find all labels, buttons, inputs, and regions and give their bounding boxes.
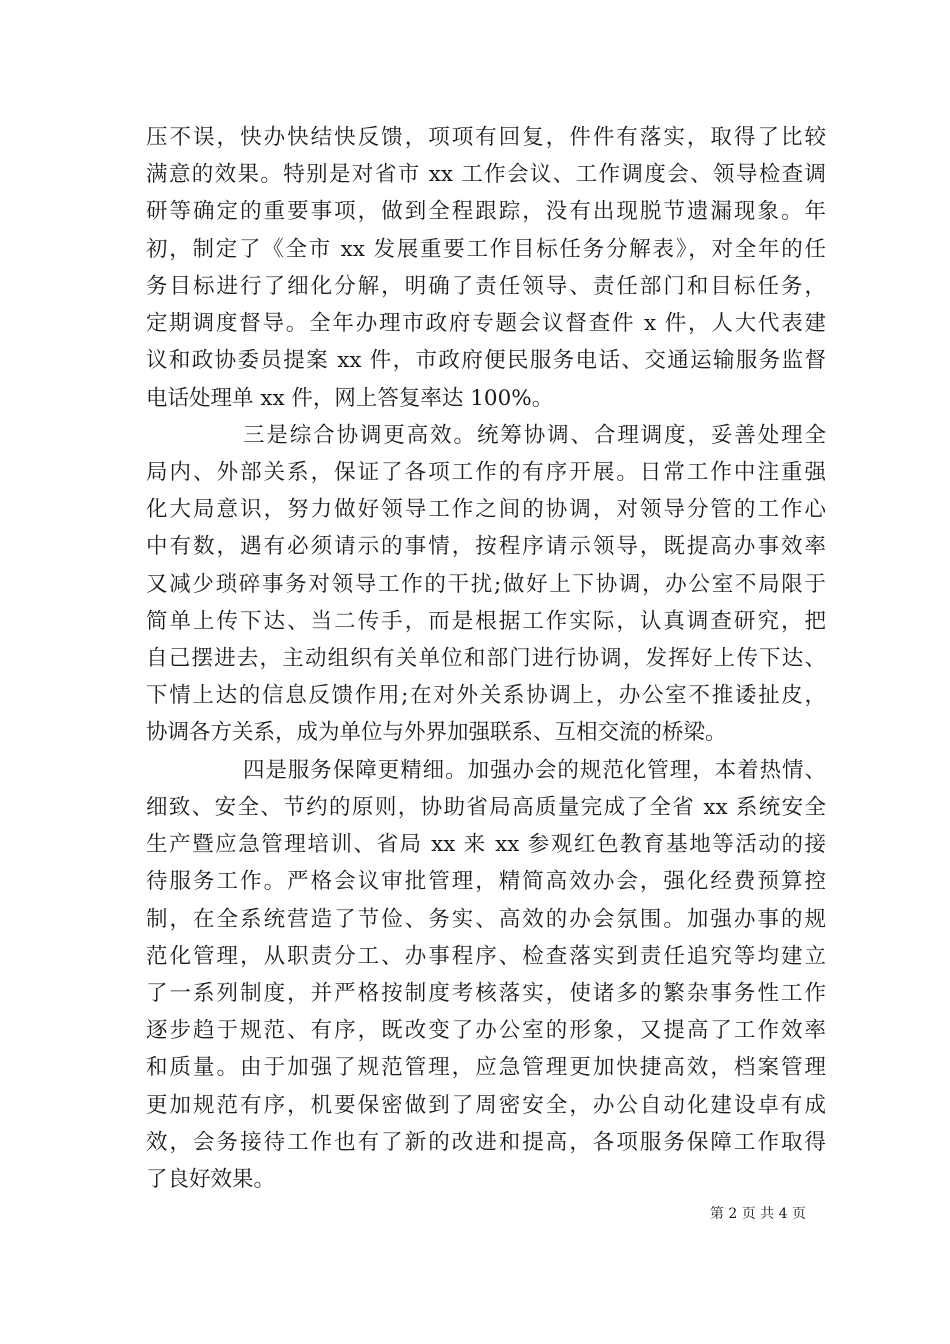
text-line: 研等确定的重要事项，做到全程跟踪，没有出现脱节遗漏现象。年 <box>146 199 826 225</box>
text-line: 待服务工作。严格会议审批管理，精简高效办会，强化经费预算控 <box>146 869 826 895</box>
text-line: 满意的效果。特别是对省市 xx 工作会议、工作调度会、领导检查调 <box>146 162 826 188</box>
text-line: 电话处理单 xx 件，网上答复率达 100%。 <box>146 385 554 411</box>
text-line: 制，在全系统营造了节俭、务实、高效的办会氛围。加强办事的规 <box>146 906 826 932</box>
paragraph-first-line: 三是综合协调更高效。统筹协调、合理调度，妥善处理全 <box>243 422 826 448</box>
text-line: 下情上达的信息反馈作用;在对外关系协调上，办公室不推诿扯皮， <box>146 683 826 709</box>
text-line: 效，会务接待工作也有了新的改进和提高，各项服务保障工作取得 <box>146 1129 826 1155</box>
text-line: 自己摆进去，主动组织有关单位和部门进行协调，发挥好上传下达、 <box>146 646 826 671</box>
text-line: 和质量。由于加强了规范管理，应急管理更加快捷高效，档案管理 <box>146 1055 826 1081</box>
text-line: 生产暨应急管理培训、省局 xx 来 xx 参观红色教育基地等活动的接 <box>146 832 826 858</box>
paragraph-first-line: 四是服务保障更精细。加强办会的规范化管理，本着热情、 <box>243 757 826 783</box>
text-line: 化大局意识，努力做好领导工作之间的协调，对领导分管的工作心 <box>146 497 826 523</box>
text-line: 了良好效果。 <box>146 1167 276 1192</box>
text-line: 逐步趋于规范、有序，既改变了办公室的形象，又提高了工作效率 <box>146 1018 826 1044</box>
text-line: 议和政协委员提案 xx 件，市政府便民服务电话、交通运输服务监督 <box>146 348 826 374</box>
page-number: 第 2 页 共 4 页 <box>709 1206 806 1222</box>
text-line: 简单上传下达、当二传手，而是根据工作实际，认真调查研究，把 <box>146 608 826 634</box>
text-line: 务目标进行了细化分解，明确了责任领导、责任部门和目标任务， <box>146 273 826 299</box>
text-line: 定期调度督导。全年办理市政府专题会议督查件 x 件，人大代表建 <box>146 311 826 337</box>
text-line: 压不误，快办快结快反馈，项项有回复，件件有落实，取得了比较 <box>146 125 826 150</box>
text-line: 局内、外部关系，保证了各项工作的有序开展。日常工作中注重强 <box>146 459 826 485</box>
text-line: 了一系列制度，并严格按制度考核落实，使诸多的繁杂事务性工作 <box>146 980 826 1006</box>
text-line: 初，制定了《全市 xx 发展重要工作目标任务分解表》，对全年的任 <box>146 236 826 262</box>
text-line: 协调各方关系，成为单位与外界加强联系、互相交流的桥梁。 <box>146 720 727 746</box>
text-line: 又减少琐碎事务对领导工作的干扰;做好上下协调，办公室不局限于 <box>146 571 826 597</box>
text-line: 中有数，遇有必须请示的事情，按程序请示领导，既提高办事效率 <box>146 534 826 560</box>
text-line: 范化管理，从职责分工、办事程序、检查落实到责任追究等均建立 <box>146 943 826 969</box>
text-line: 更加规范有序，机要保密做到了周密安全，办公自动化建设卓有成 <box>146 1092 826 1118</box>
text-line: 细致、安全、节约的原则，协助省局高质量完成了全省 xx 系统安全 <box>146 794 826 820</box>
